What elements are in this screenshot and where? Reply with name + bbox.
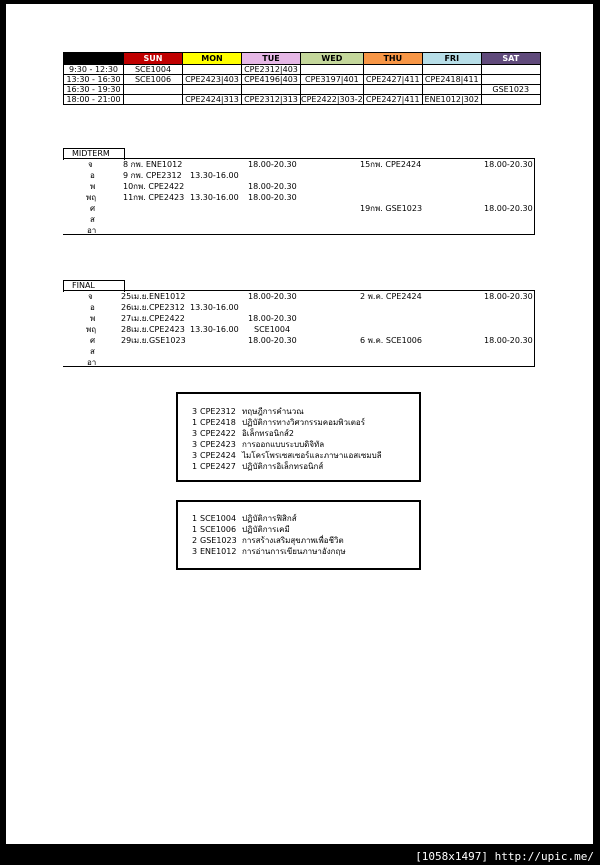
day-header-thu: THU <box>363 53 422 65</box>
course-code: CPE2424 <box>200 451 236 460</box>
document-page <box>6 4 593 844</box>
exam-course: 9 กพ. CPE2312 <box>123 171 182 180</box>
exam-day: พ <box>90 314 96 323</box>
exam-day: จ <box>88 160 93 169</box>
exam-row <box>63 303 534 313</box>
schedule-cell <box>422 85 481 95</box>
course-credits: 3 <box>192 451 198 460</box>
schedule-cell: CPE2423|403 <box>183 75 242 85</box>
exam-course: 29เม.ย.GSE1023 <box>121 336 186 345</box>
exam-day: พฤ <box>86 325 97 334</box>
schedule-cell <box>363 65 422 75</box>
exam-time: 18.00-20.30 <box>248 160 297 169</box>
course-code: ENE1012 <box>200 547 237 556</box>
exam-row <box>63 171 534 181</box>
exam-course: SCE1004 <box>254 325 291 334</box>
schedule-row <box>64 85 541 95</box>
exam-time: 18.00-20.30 <box>484 204 533 213</box>
exam-row <box>63 182 534 192</box>
exam-day: อา <box>87 226 97 235</box>
exam-row <box>63 292 534 302</box>
course-credits: 1 <box>192 462 198 471</box>
exam-time: 13.30-16.00 <box>190 193 239 202</box>
exam-time: 18.00-20.30 <box>484 336 533 345</box>
exam-course: 25เม.ย.ENE1012 <box>121 292 186 301</box>
schedule-cell <box>481 95 540 105</box>
exam-time: 18.00-20.30 <box>248 182 297 191</box>
course-credits: 1 <box>192 514 198 523</box>
exam-day: อ <box>90 303 95 312</box>
exam-row <box>63 336 534 346</box>
exam-day: พฤ <box>86 193 97 202</box>
exam-course: 2 พ.ค. CPE2424 <box>360 292 422 301</box>
course-credits: 3 <box>192 407 198 416</box>
course-code: CPE2423 <box>200 440 236 449</box>
course-name: ทฤษฎีการคำนวณ <box>242 407 304 416</box>
time-slot: 18:00 - 21:00 <box>64 95 124 105</box>
cpe-course-list <box>176 392 421 482</box>
schedule-row <box>64 95 541 105</box>
exam-row <box>63 358 534 368</box>
course-name: ปฏิบัติการทางวิศวกรรมคอมพิวเตอร์ <box>242 418 366 427</box>
schedule-cell: CPE2427|411 <box>363 75 422 85</box>
midterm-exam-box <box>63 158 535 235</box>
exam-day: จ <box>88 292 93 301</box>
exam-row <box>63 160 534 170</box>
schedule-cell <box>124 85 183 95</box>
course-code: SCE1006 <box>200 525 237 534</box>
exam-day: ส <box>90 347 95 356</box>
exam-time: 13.30-16.00 <box>190 325 239 334</box>
midterm-title: MIDTERM <box>72 149 110 158</box>
exam-row <box>63 193 534 203</box>
exam-course: 10กพ. CPE2422 <box>123 182 185 191</box>
course-code: SCE1004 <box>200 514 237 523</box>
exam-row <box>63 204 534 214</box>
course-name: การออกแบบระบบดิจิทัล <box>242 440 325 449</box>
exam-row <box>63 325 534 335</box>
day-header-tue: TUE <box>242 53 301 65</box>
exam-row <box>63 226 534 236</box>
schedule-row <box>64 75 541 85</box>
time-slot: 13:30 - 16:30 <box>64 75 124 85</box>
course-credits: 2 <box>192 536 198 545</box>
exam-course: 28เม.ย.CPE2423 <box>121 325 185 334</box>
exam-day: อ <box>90 171 95 180</box>
final-title: FINAL <box>72 281 95 290</box>
time-header-cell <box>64 53 124 65</box>
exam-row <box>63 215 534 225</box>
exam-time: 18.00-20.30 <box>248 314 297 323</box>
exam-course: 19กพ. GSE1023 <box>360 204 423 213</box>
course-code: CPE2312 <box>200 407 236 416</box>
schedule-cell: ENE1012|302 <box>422 95 481 105</box>
exam-day: ศ <box>90 336 96 345</box>
exam-time: 18.00-20.30 <box>248 292 297 301</box>
time-slot: 9:30 - 12:30 <box>64 65 124 75</box>
exam-course: 6 พ.ค. SCE1006 <box>360 336 422 345</box>
schedule-cell: SCE1006 <box>124 75 183 85</box>
schedule-cell: CPE2427|411 <box>363 95 422 105</box>
schedule-cell <box>301 65 364 75</box>
schedule-cell: CPE2422|303-2 <box>301 95 363 104</box>
exam-course: 8 กพ. ENE1012 <box>123 160 183 169</box>
course-code: CPE2418 <box>200 418 236 427</box>
schedule-cell: CPE4196|403 <box>242 75 301 85</box>
exam-time: 13.30-16.00 <box>190 171 239 180</box>
course-name: ปฏิบัติการเคมี <box>242 525 290 534</box>
course-name: ปฏิบัติการอิเล็กทรอนิกส์ <box>242 462 324 471</box>
exam-day: พ <box>90 182 96 191</box>
exam-time: 18.00-20.30 <box>484 160 533 169</box>
exam-course: 27เม.ย.CPE2422 <box>121 314 185 323</box>
schedule-cell: CPE2312|313 <box>242 95 301 105</box>
day-header-mon: MON <box>183 53 242 65</box>
course-code: CPE2427 <box>200 462 236 471</box>
schedule-cell: GSE1023 <box>481 85 540 95</box>
course-code: GSE1023 <box>200 536 237 545</box>
schedule-row <box>64 65 541 75</box>
course-name: อิเล็กทรอนิกส์2 <box>242 429 294 438</box>
exam-day: อา <box>87 358 97 367</box>
course-credits: 3 <box>192 547 198 556</box>
exam-course: 26เม.ย.CPE2312 <box>121 303 185 312</box>
schedule-cell: CPE3197|401 <box>301 75 364 85</box>
exam-row <box>63 314 534 324</box>
schedule-cell <box>183 85 242 95</box>
course-name: ปฏิบัติการฟิสิกส์ <box>242 514 297 523</box>
course-credits: 3 <box>192 429 198 438</box>
day-header-sat: SAT <box>481 53 540 65</box>
final-exam-box <box>63 290 535 367</box>
day-header-wed: WED <box>301 53 364 65</box>
schedule-cell <box>422 65 481 75</box>
schedule-cell <box>124 95 183 105</box>
exam-day: ศ <box>90 204 96 213</box>
exam-day: ส <box>90 215 95 224</box>
day-header-sun: SUN <box>124 53 183 65</box>
course-credits: 1 <box>192 525 198 534</box>
course-credits: 3 <box>192 440 198 449</box>
exam-course: 11กพ. CPE2423 <box>123 193 185 202</box>
course-name: ไมโครโพรเซสเซอร์และภาษาแอสเซมบลี <box>242 451 382 460</box>
schedule-cell <box>363 85 422 95</box>
course-name: การอ่านการเขียนภาษาอังกฤษ <box>242 547 346 556</box>
schedule-cell: CPE2418|411 <box>422 75 481 85</box>
schedule-cell <box>183 65 242 75</box>
exam-time: 18.00-20.30 <box>248 336 297 345</box>
general-course-list <box>176 500 421 570</box>
exam-row <box>63 347 534 357</box>
schedule-cell: SCE1004 <box>124 65 183 75</box>
exam-time: 18.00-20.30 <box>248 193 297 202</box>
exam-time: 18.00-20.30 <box>484 292 533 301</box>
schedule-header-row <box>64 53 541 65</box>
time-slot: 16:30 - 19:30 <box>64 85 124 95</box>
exam-course: 15กพ. CPE2424 <box>360 160 422 169</box>
schedule-cell <box>301 85 364 95</box>
schedule-cell <box>242 85 301 95</box>
day-header-fri: FRI <box>422 53 481 65</box>
image-host-footer: [1058x1497] http://upic.me/ <box>415 850 594 863</box>
schedule-cell <box>481 65 540 75</box>
weekly-schedule-table <box>63 52 541 105</box>
exam-time: 13.30-16.00 <box>190 303 239 312</box>
schedule-cell <box>481 75 540 85</box>
course-credits: 1 <box>192 418 198 427</box>
schedule-cell: CPE2312|403 <box>242 65 301 75</box>
course-code: CPE2422 <box>200 429 236 438</box>
course-name: การสร้างเสริมสุขภาพเพื่อชีวิต <box>242 536 344 545</box>
schedule-cell: CPE2424|313 <box>183 95 242 105</box>
